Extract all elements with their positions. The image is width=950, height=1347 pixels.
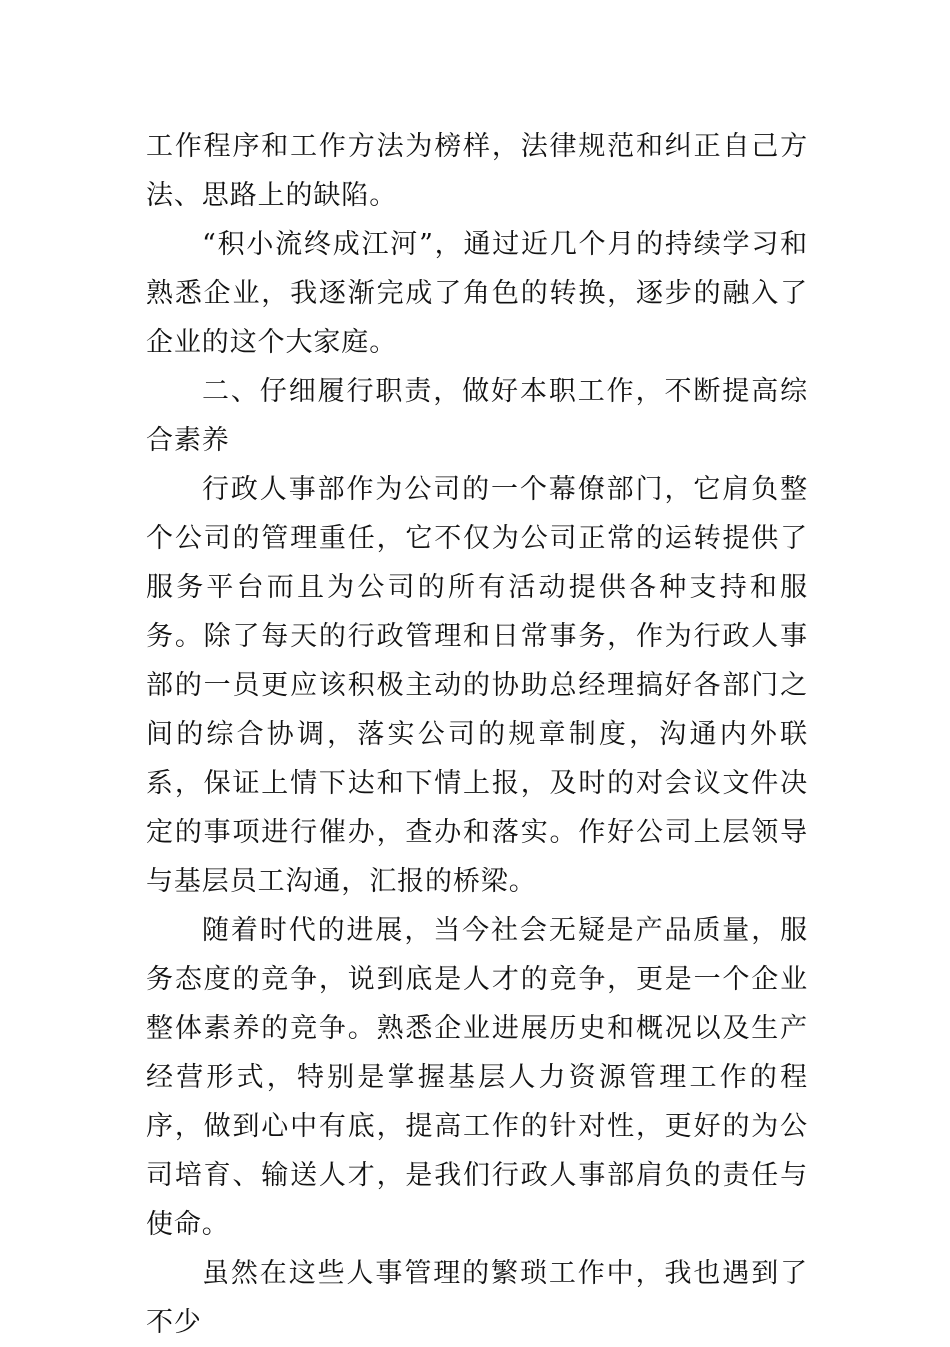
document-body bbox=[146, 122, 808, 1347]
section-heading-duties: 二、仔细履行职责，做好本职工作，不断提高综合素养 bbox=[146, 376, 808, 456]
paragraph-challenges: 虽然在这些人事管理的繁琐工作中，我也遇到了不少 bbox=[146, 1258, 808, 1338]
paragraph-role-transition: “积小流终成江河”，通过近几个月的持续学习和熟悉企业，我逐渐完成了角色的转换，逐步的融入了企业的这个大家庭。 bbox=[146, 229, 808, 358]
paragraph-continuation: 工作程序和工作方法为榜样，法律规范和纠正自己方法、思路上的缺陷。 bbox=[146, 131, 808, 211]
paragraph-talent-competition: 随着时代的进展，当今社会无疑是产品质量，服务态度的竞争，说到底是人才的竞争，更是一个企业整体素养的竞争。熟悉企业进展历史和概况以及生产经营形式，特别是掌握基层人力资源管理工作的程序，做到心中有底，提高工作的针对性，更好的为公司培育、输送人才，是我们行政人事部肩负的责任与使命。 bbox=[146, 915, 808, 1240]
paragraph-admin-department: 行政人事部作为公司的一个幕僚部门，它肩负整个公司的管理重任，它不仅为公司正常的运转提供了服务平台而且为公司的所有活动提供各种支持和服务。除了每天的行政管理和日常事务，作为行政人事部的一员更应该积极主动的协助总经理搞好各部门之间的综合协调，落实公司的规章制度，沟通内外联系，保证上情下达和下情上报，及时的对会议文件决定的事项进行催办，查办和落实。作好公司上层领导与基层员工沟通，汇报的桥梁。 bbox=[146, 474, 808, 897]
